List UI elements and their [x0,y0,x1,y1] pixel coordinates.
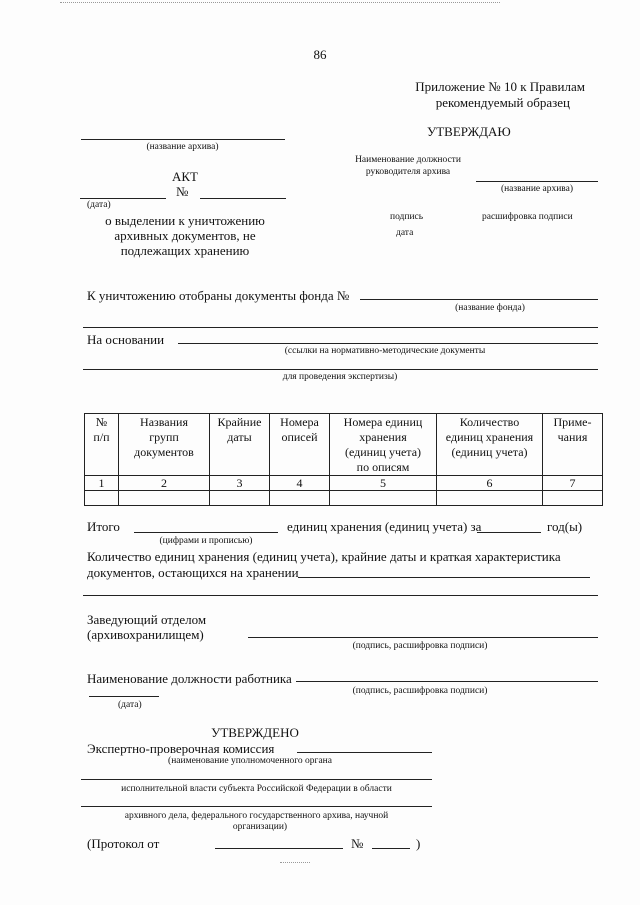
table-cell [85,491,119,506]
worker-signature-line [296,681,598,682]
act-date-caption: (дата) [87,200,111,210]
col-header-notes: Приме- чания [543,414,603,476]
worker-date-line [89,696,159,697]
org-line-3 [81,806,432,807]
org-caption-2: исполнительной власти субъекта Российской Федерации в области [121,784,392,794]
remaining-line-2 [83,595,598,596]
fond-line-2 [83,327,598,328]
act-number-sign: № [176,184,189,199]
act-title: АКТ [172,169,198,184]
column-number-cell: 3 [210,476,270,491]
appendix-line-1: Приложение № 10 к Правилам [415,79,585,94]
approved-title: УТВЕРЖДЕНО [211,725,299,740]
column-number-cell: 4 [270,476,330,491]
table-cell [270,491,330,506]
basis-caption-1: (ссылки на нормативно-методические документы [284,346,486,356]
basis-line-2 [83,369,598,370]
basis-label: На основании [87,332,165,347]
basis-line [178,343,598,344]
commission-label: Экспертно-проверочная комиссия [87,741,275,756]
column-number-cell: 7 [543,476,603,491]
approve-signature-label: подпись [390,212,424,222]
scan-edge-line [60,2,500,3]
remaining-text-line-1: Количество единиц хранения (единиц учета), крайние даты и краткая характеристика [87,549,561,564]
col-header-dates: Крайние даты [210,414,270,476]
org-caption-4: организации) [232,822,288,832]
archive-name-line [81,139,285,140]
org-caption-1: (наименование уполномоченного органа [168,756,332,766]
approve-title: УТВЕРЖДАЮ [427,124,511,139]
protocol-number-sign: № [351,836,364,851]
total-label: Итого [87,519,120,534]
total-amount-line [134,532,278,533]
act-purpose-line-2: архивных документов, не [114,228,256,243]
approve-archive-caption: (название архива) [500,184,574,194]
org-caption-3: архивного дела, федерального государственного архива, научной [124,811,389,821]
worker-position-label: Наименование должности работника [87,671,292,686]
act-date-line [80,198,166,199]
fond-line [360,299,598,300]
head-signature-line [248,637,598,638]
table-row [85,491,603,506]
table-cell [437,491,543,506]
column-number-cell: 1 [85,476,119,491]
col-header-inventory-numbers: Номера описей [270,414,330,476]
act-purpose-line-3: подлежащих хранению [120,243,250,258]
table-cell [119,491,210,506]
selected-documents-text: К уничтожению отобраны документы фонда № [87,288,350,303]
approve-archive-line [476,181,598,182]
remaining-line [298,577,590,578]
act-purpose-line-1: о выделении к уничтожению [105,213,265,228]
head-signature-caption: (подпись, расшифровка подписи) [352,641,488,651]
fond-caption: (название фонда) [455,303,525,313]
table-column-numbers-row [85,476,603,491]
org-line-2 [81,779,432,780]
protocol-close: ) [416,836,421,851]
commission-line [297,752,432,753]
col-header-unit-count: Количество единиц хранения (единиц учета) [437,414,543,476]
total-amount-caption: (цифрами и прописью) [159,536,253,546]
appendix-line-2: рекомендуемый образец [435,95,570,110]
basis-caption-2: для проведения экспертизы) [282,372,398,382]
total-year-line [477,532,541,533]
protocol-number-line [372,848,410,849]
table-header-row [85,414,603,476]
archive-name-caption: (название архива) [146,142,219,152]
page-number: 86 [313,47,327,62]
col-header-number: № п/п [85,414,119,476]
head-signature-line-2: (архивохранилищем) [87,627,204,642]
approve-signature-decoding-label: расшифровка подписи [482,212,573,222]
protocol-date-line [215,848,343,849]
worker-signature-caption: (подпись, расшифровка подписи) [352,686,488,696]
act-number-line [200,198,286,199]
approve-position-line-2: руководителя архива [365,167,451,177]
column-number-cell: 6 [437,476,543,491]
total-units-text: единиц хранения (единиц учета) за [287,519,482,534]
scan-speck [280,862,310,863]
head-signature-line-1: Заведующий отделом [87,612,207,627]
total-year-suffix: год(ы) [547,519,583,534]
table-cell [210,491,270,506]
worker-date-caption: (дата) [118,700,142,710]
column-number-cell: 2 [119,476,210,491]
approve-position-line-1: Наименование должности [355,155,461,165]
remaining-text-line-2: документов, остающихся на хранении [87,565,299,580]
documents-table [84,413,603,506]
approve-date-label: дата [396,228,414,238]
table-cell [330,491,437,506]
table-cell [543,491,603,506]
col-header-group-names: Названия групп документов [119,414,210,476]
col-header-unit-numbers: Номера единиц хранения (единиц учета) по описям [330,414,437,476]
protocol-label: (Протокол от [87,836,160,851]
column-number-cell: 5 [330,476,437,491]
